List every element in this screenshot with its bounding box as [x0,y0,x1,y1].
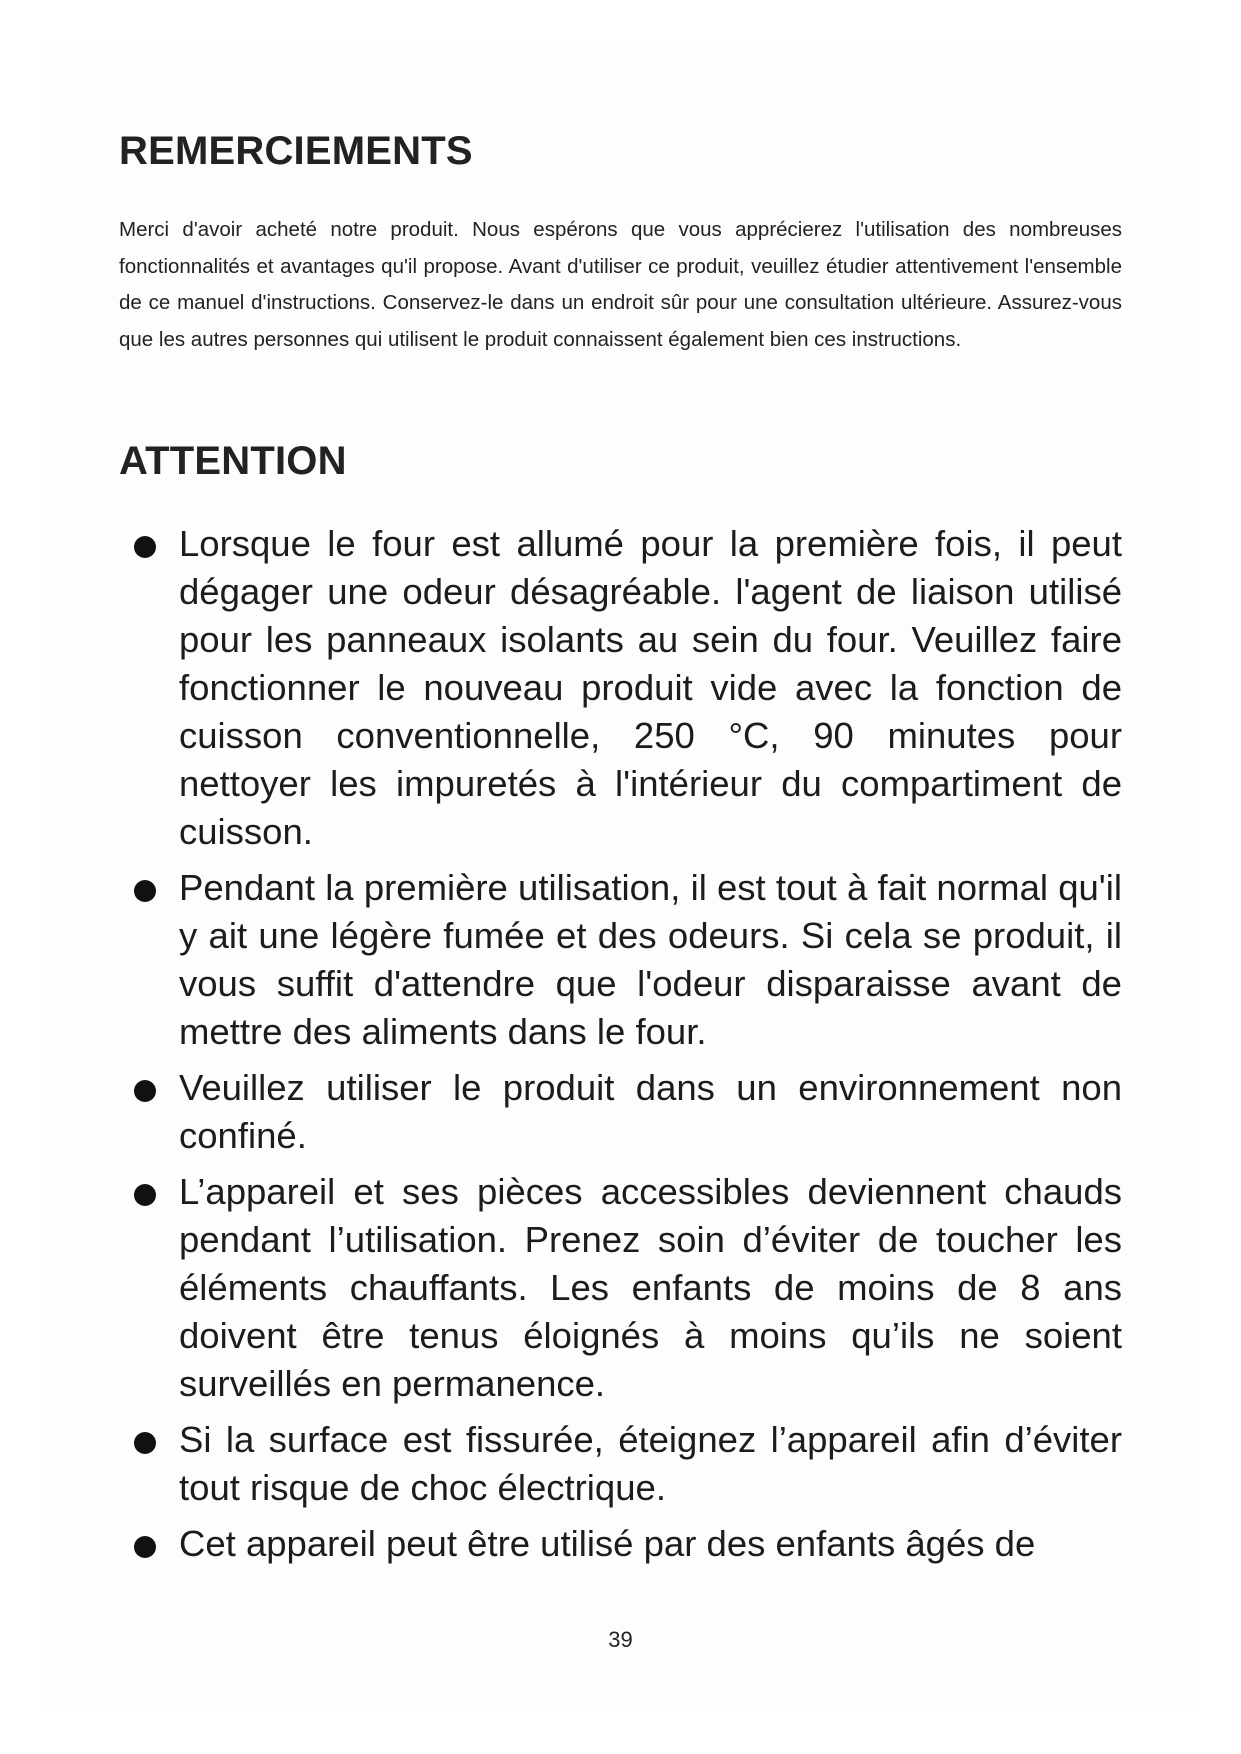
bullet-icon [134,1184,156,1206]
bullet-icon [134,1536,156,1558]
thanks-paragraph: Merci d'avoir acheté notre produit. Nous espérons que vous apprécierez l'utilisation des nombreuses fonctionnalités et avantages qu'il propose. Avant d'utiliser ce produit, veuillez étudier attentivement l'ensemble de ce manuel d'instructions. Conservez-le dans un endroit sûr pour une consultation ultérieure. Assurez-vous que les autres personnes qui utilisent le produit connaissent également bien ces instructions. [119,218,1122,351]
attention-item [119,1168,1122,1408]
attention-heading: ATTENTION [119,439,347,483]
attention-item-text: L’appareil et ses pièces accessibles deviennent chauds pendant l’utilisation. Prenez soin d’éviter de toucher les éléments chauffants. Les enfants de moins de 8 ans doivent être tenus éloignés à moins qu’ils ne soient surveillés en permanence. [179,1171,1122,1404]
attention-item [119,864,1122,1056]
attention-item [119,1064,1122,1160]
bullet-icon [134,536,156,558]
attention-item [119,520,1122,856]
attention-item-text: Lorsque le four est allumé pour la première fois, il peut dégager une odeur désagréable. l'agent de liaison utilisé pour les panneaux isolants au sein du four. Veuillez faire fonctionner le nouveau produit vide avec la fonction de cuisson conventionnelle, 250 °C, 90 minutes pour nettoyer les impuretés à l'intérieur du compartiment de cuisson. [179,523,1122,852]
bullet-icon [134,1080,156,1102]
page-number: 39 [608,1627,633,1652]
bullet-icon [134,1432,156,1454]
attention-item [119,1416,1122,1512]
attention-item-text: Si la surface est fissurée, éteignez l’appareil afin d’éviter tout risque de choc électrique. [179,1419,1122,1508]
attention-item-text: Cet appareil peut être utilisé par des enfants âgés de [179,1523,1036,1564]
thanks-heading: REMERCIEMENTS [119,129,473,173]
attention-item-text: Veuillez utiliser le produit dans un environnement non confiné. [179,1067,1122,1156]
attention-item-text: Pendant la première utilisation, il est tout à fait normal qu'il y ait une légère fumée et des odeurs. Si cela se produit, il vous suffit d'attendre que l'odeur disparaisse avant de mettre des aliments dans le four. [179,867,1122,1052]
bullet-icon [134,880,156,902]
attention-item [119,1520,1122,1568]
attention-list [119,520,1122,1576]
